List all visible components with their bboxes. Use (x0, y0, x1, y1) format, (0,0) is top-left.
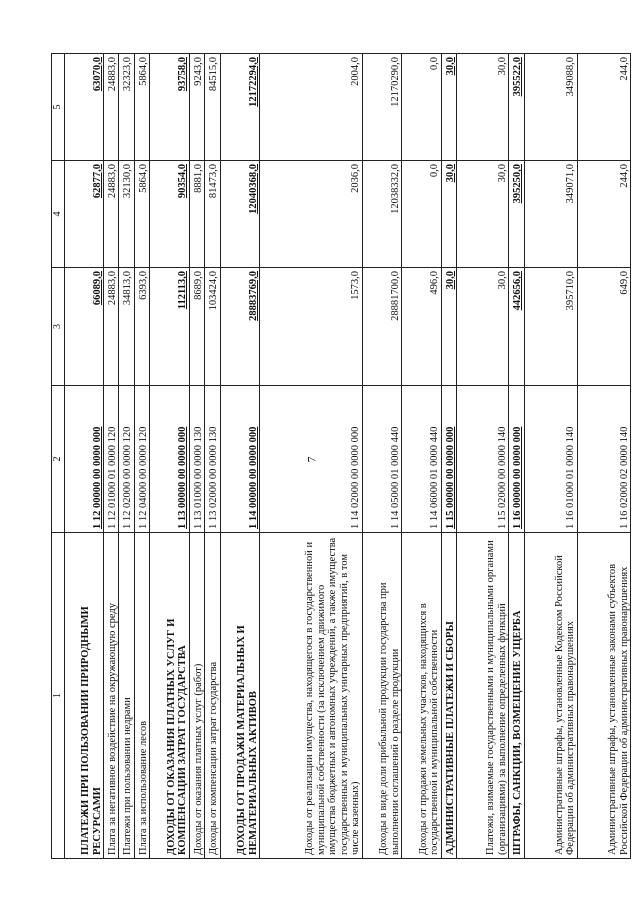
row-code-cell: 1 15 02000 00 0000 140 (457, 386, 509, 533)
revenue-table (51, 53, 631, 859)
row-name-cell: Платежи при пользовании недрами (119, 533, 134, 859)
table-row (134, 54, 149, 859)
row-code-cell: 1 12 01000 01 0000 120 (104, 386, 119, 533)
row-code-cell: 1 13 01000 00 0000 130 (189, 386, 204, 533)
row-value-col4: 8881,0 (189, 161, 204, 268)
row-value-col3: 112113,0 (150, 268, 190, 386)
row-value-col5: 395522,0 (509, 54, 524, 161)
row-value-col5: 349088,0 (524, 54, 577, 161)
row-name-cell: Административные штрафы, установленные Кодексом Российской Федерации об административных правонарушениях (524, 533, 577, 859)
header-cell: 1 (52, 533, 65, 859)
row-value-col4: 12040368,0 (220, 161, 260, 268)
row-value-col4: 5864,0 (134, 161, 149, 268)
row-value-col5: 24883,0 (104, 54, 119, 161)
row-value-col4: 32130,0 (119, 161, 134, 268)
row-value-col3: 496,0 (402, 268, 442, 386)
row-value-col5: 63070,0 (64, 54, 104, 161)
row-value-col3: 442656,0 (509, 268, 524, 386)
row-name-cell: Доходы от реализации имущества, находящегося в государственной и муниципальной собственности (за исключением движимого имущества бюджетных и автономных учреждений, а также имущества государственных и муниципальных унитарных предприятий, в том числе казенных) (260, 533, 363, 859)
row-value-col5: 0,0 (402, 54, 442, 161)
row-value-col4: 0,0 (402, 161, 442, 268)
row-value-col5: 2004,0 (260, 54, 363, 161)
row-name-cell: ДОХОДЫ ОТ ПРОДАЖИ МАТЕРИАЛЬНЫХ И НЕМАТЕРИАЛЬНЫХ АКТИВОВ (220, 533, 260, 859)
row-code-cell: 1 14 02000 00 0000 000 (260, 386, 363, 533)
row-value-col5: 93758,0 (150, 54, 190, 161)
row-value-col4: 395250,0 (509, 161, 524, 268)
table-row (402, 54, 442, 859)
table-row (509, 54, 524, 859)
row-name-cell: АДМИНИСТРАТИВНЫЕ ПЛАТЕЖИ И СБОРЫ (441, 533, 456, 859)
row-code-cell: 1 16 01000 01 0000 140 (524, 386, 577, 533)
row-name-cell: ДОХОДЫ ОТ ОКАЗАНИЯ ПЛАТНЫХ УСЛУГ И КОМПЕНСАЦИИ ЗАТРАТ ГОСУДАРСТВА (150, 533, 190, 859)
row-value-col4: 62877,0 (64, 161, 104, 268)
header-cell: 5 (52, 54, 65, 161)
table-row (150, 54, 190, 859)
row-name-cell: Доходы в виде доли прибыльной продукции государства при выполнении соглашений о разделе продукции (362, 533, 402, 859)
row-code-cell: 1 14 00000 00 0000 000 (220, 386, 260, 533)
header-cell: 4 (52, 161, 65, 268)
row-name-cell: Платежи, взимаемые государственными и муниципальными органами (организациями) за выполнение определенных функций (457, 533, 509, 859)
row-value-col4: 349071,0 (524, 161, 577, 268)
table-row (362, 54, 402, 859)
table-header-row (52, 54, 65, 859)
row-code-cell: 1 12 04000 00 0000 120 (134, 386, 149, 533)
table-row (457, 54, 509, 859)
page-number: 7 (304, 456, 319, 463)
header-cell: 3 (52, 268, 65, 386)
row-value-col5: 84515,0 (205, 54, 220, 161)
table-row (64, 54, 104, 859)
row-value-col5: 12170290,0 (362, 54, 402, 161)
row-name-cell: Доходы от продажи земельных участков, находящихся в государственной и муниципальной собственности (402, 533, 442, 859)
row-value-col4: 30,0 (441, 161, 456, 268)
row-name-cell: Административные штрафы, установленные законами субъектов Российской Федерации об административных правонарушениях (577, 533, 630, 859)
row-code-cell: 1 16 00000 00 0000 000 (509, 386, 524, 533)
row-value-col3: 28883769,0 (220, 268, 260, 386)
row-code-cell: 1 14 06000 01 0000 440 (402, 386, 442, 533)
row-value-col5: 9243,0 (189, 54, 204, 161)
row-value-col5: 5864,0 (134, 54, 149, 161)
row-value-col4: 244,0 (577, 161, 630, 268)
header-cell: 2 (52, 386, 65, 533)
row-code-cell: 1 16 02000 02 0000 140 (577, 386, 630, 533)
table-row (104, 54, 119, 859)
table-row (524, 54, 577, 859)
row-name-cell: Доходы от оказания платных услуг (работ) (189, 533, 204, 859)
row-code-cell: 1 14 05000 01 0000 440 (362, 386, 402, 533)
row-value-col3: 649,0 (577, 268, 630, 386)
row-code-cell: 1 13 02000 00 0000 130 (205, 386, 220, 533)
table-row (441, 54, 456, 859)
row-value-col4: 24883,0 (104, 161, 119, 268)
row-value-col3: 28881700,0 (362, 268, 402, 386)
row-value-col3: 395710,0 (524, 268, 577, 386)
row-name-cell: ШТРАФЫ, САНКЦИИ, ВОЗМЕЩЕНИЕ УЩЕРБА (509, 533, 524, 859)
row-value-col3: 1573,0 (260, 268, 363, 386)
row-value-col5: 32323,0 (119, 54, 134, 161)
row-value-col3: 30,0 (441, 268, 456, 386)
row-code-cell: 1 12 00000 00 0000 000 (64, 386, 104, 533)
table-row (260, 54, 363, 859)
row-name-cell: Доходы от компенсации затрат государства (205, 533, 220, 859)
row-name-cell: ПЛАТЕЖИ ПРИ ПОЛЬЗОВАНИИ ПРИРОДНЫМИ РЕСУРСАМИ (64, 533, 104, 859)
table-row (220, 54, 260, 859)
row-value-col4: 90354,0 (150, 161, 190, 268)
row-value-col4: 12038332,0 (362, 161, 402, 268)
row-value-col4: 81473,0 (205, 161, 220, 268)
row-value-col5: 30,0 (441, 54, 456, 161)
table-row (205, 54, 220, 859)
row-value-col3: 8689,0 (189, 268, 204, 386)
row-value-col4: 30,0 (457, 161, 509, 268)
table-row (119, 54, 134, 859)
row-value-col4: 2036,0 (260, 161, 363, 268)
row-value-col5: 30,0 (457, 54, 509, 161)
table-row (577, 54, 630, 859)
row-value-col5: 12172294,0 (220, 54, 260, 161)
row-value-col3: 34813,0 (119, 268, 134, 386)
row-value-col3: 103424,0 (205, 268, 220, 386)
rotated-table-frame (51, 54, 631, 859)
row-value-col5: 244,0 (577, 54, 630, 161)
row-value-col3: 6393,0 (134, 268, 149, 386)
row-name-cell: Плата за использование лесов (134, 533, 149, 859)
table-body (64, 54, 631, 859)
row-value-col3: 30,0 (457, 268, 509, 386)
row-value-col3: 24883,0 (104, 268, 119, 386)
row-name-cell: Плата за негативное воздействие на окружающую среду (104, 533, 119, 859)
row-value-col3: 66089,0 (64, 268, 104, 386)
row-code-cell: 1 13 00000 00 0000 000 (150, 386, 190, 533)
table-row (189, 54, 204, 859)
row-code-cell: 1 12 02000 00 0000 120 (119, 386, 134, 533)
row-code-cell: 1 15 00000 00 0000 000 (441, 386, 456, 533)
